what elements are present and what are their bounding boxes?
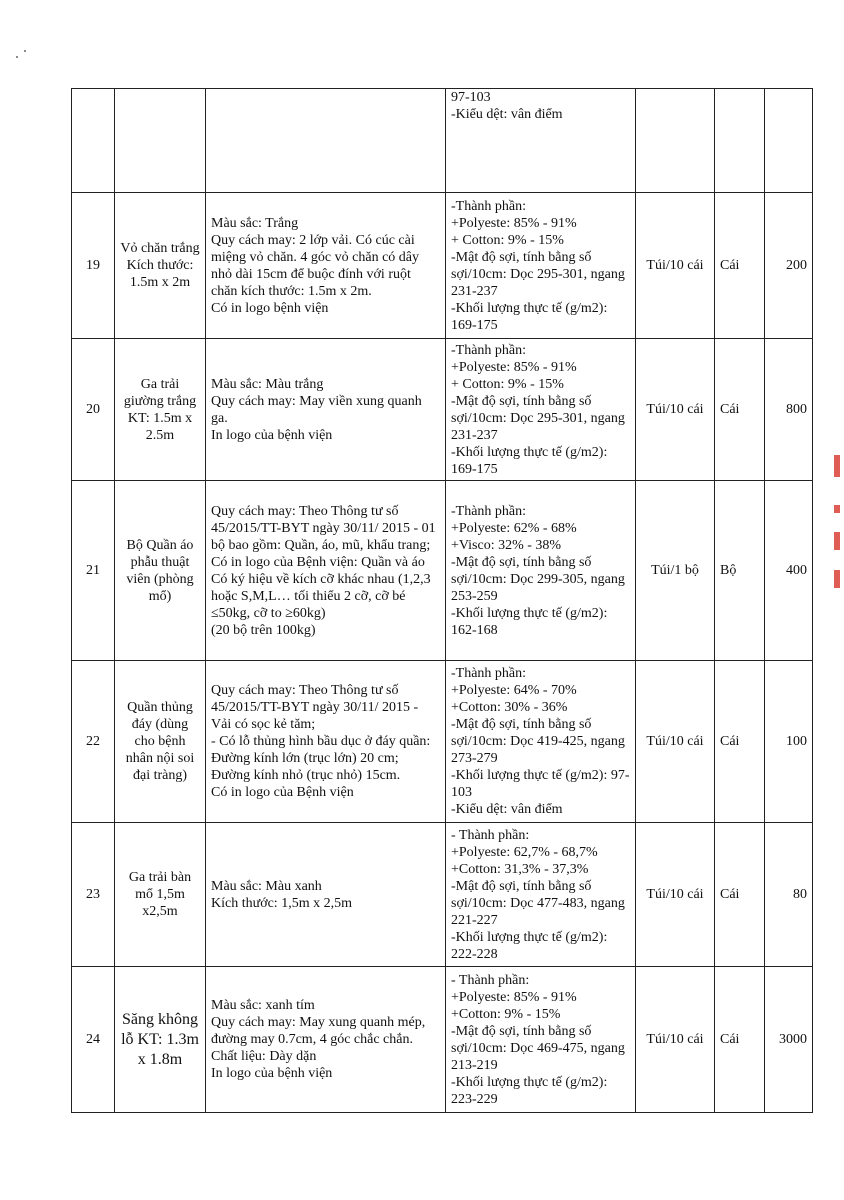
cell-no: 24: [72, 967, 115, 1113]
cell-composition: - Thành phần: +Polyeste: 62,7% - 68,7% +Cotton: 31,3% - 37,3% -Mật độ sợi, tính bằng số sợi/10cm: Dọc 477-483, ngang 221-227 -Khối lượng thực tế (g/m2): 222-228: [446, 823, 636, 967]
cell-unit: Cái: [715, 193, 765, 339]
cell-unit: [715, 89, 765, 193]
scan-mark: [834, 455, 840, 477]
cell-name: Ga trải giường trắng KT: 1.5m x 2.5m: [115, 339, 206, 481]
cell-unit: Cái: [715, 823, 765, 967]
table-row: [72, 823, 813, 967]
cell-unit: Cái: [715, 339, 765, 481]
cell-unit: Bộ: [715, 481, 765, 661]
cell-name: [115, 89, 206, 193]
scan-mark: [834, 532, 840, 550]
specification-table: [71, 88, 813, 1113]
scan-mark: [834, 505, 840, 513]
cell-no: 20: [72, 339, 115, 481]
cell-name: Vỏ chăn trắng Kích thước: 1.5m x 2m: [115, 193, 206, 339]
cell-quantity: [765, 89, 813, 193]
cell-name: Bộ Quần áo phẫu thuật viên (phòng mổ): [115, 481, 206, 661]
cell-packaging: Túi/10 cái: [636, 193, 715, 339]
cell-packaging: [636, 89, 715, 193]
cell-packaging: Túi/10 cái: [636, 823, 715, 967]
table-row-continuation: [72, 89, 813, 193]
cell-desc: Màu sắc: Màu trắng Quy cách may: May viền xung quanh ga. In logo của bệnh viện: [206, 339, 446, 481]
cell-packaging: Túi/1 bộ: [636, 481, 715, 661]
cell-name: Quần thủng đáy (dùng cho bệnh nhân nội soi đại tràng): [115, 661, 206, 823]
cell-unit: Cái: [715, 967, 765, 1113]
cell-desc: Màu sắc: xanh tím Quy cách may: May xung quanh mép, đường may 0.7cm, 4 góc chắc chắn. Chất liệu: Dày dặn In logo của bệnh viện: [206, 967, 446, 1113]
table-row: [72, 193, 813, 339]
cell-name: Ga trải bàn mổ 1,5m x2,5m: [115, 823, 206, 967]
cell-quantity: 400: [765, 481, 813, 661]
cell-desc: Quy cách may: Theo Thông tư số 45/2015/TT-BYT ngày 30/11/ 2015 - Vải có sọc kẻ tăm; - Có lỗ thủng hình bầu dục ở đáy quần: Đường kính lớn (trục lớn) 20 cm; Đường kính nhỏ (trục nhỏ) 15cm. Có in logo của Bệnh viện: [206, 661, 446, 823]
cell-desc: Màu sắc: Trắng Quy cách may: 2 lớp vải. Có cúc cài miệng vỏ chăn. 4 góc vỏ chăn có dây nhỏ dài 15cm để buộc đính với ruột chăn kích thước: 1.5m x 2m. Có in logo bệnh viện: [206, 193, 446, 339]
cell-quantity: 200: [765, 193, 813, 339]
cell-packaging: Túi/10 cái: [636, 661, 715, 823]
cell-quantity: 800: [765, 339, 813, 481]
table-row: [72, 339, 813, 481]
cell-no: 19: [72, 193, 115, 339]
cell-composition: -Thành phần: +Polyeste: 64% - 70% +Cotton: 30% - 36% -Mật độ sợi, tính bằng số sợi/10cm: Dọc 419-425, ngang 273-279 -Khối lượng thực tế (g/m2): 97-103 -Kiểu dệt: vân điểm: [446, 661, 636, 823]
scan-mark: [834, 570, 840, 588]
cell-desc: Quy cách may: Theo Thông tư số 45/2015/TT-BYT ngày 30/11/ 2015 - 01 bộ bao gồm: Quần, áo, mũ, khẩu trang; Có in logo của Bệnh viện: Quần và áo Có ký hiệu về kích cỡ khác nhau (1,2,3 hoặc S,M,L… tối thiểu 2 cỡ, cỡ bé ≤50kg, cỡ to ≥60kg) (20 bộ trên 100kg): [206, 481, 446, 661]
cell-desc: [206, 89, 446, 193]
cell-no: 23: [72, 823, 115, 967]
cell-packaging: Túi/10 cái: [636, 967, 715, 1113]
cell-quantity: 80: [765, 823, 813, 967]
cell-composition: -Thành phần: +Polyeste: 62% - 68% +Visco: 32% - 38% -Mật độ sợi, tính bằng số sợi/10cm: Dọc 299-305, ngang 253-259 -Khối lượng thực tế (g/m2): 162-168: [446, 481, 636, 661]
cell-no: 21: [72, 481, 115, 661]
cell-no: [72, 89, 115, 193]
cell-name: Săng không lỗ KT: 1.3m x 1.8m: [115, 967, 206, 1113]
cell-no: 22: [72, 661, 115, 823]
table-row: [72, 481, 813, 661]
cell-quantity: 3000: [765, 967, 813, 1113]
cell-desc: Màu sắc: Màu xanh Kích thước: 1,5m x 2,5m: [206, 823, 446, 967]
cell-composition: -Thành phần: +Polyeste: 85% - 91% + Cotton: 9% - 15% -Mật độ sợi, tính bằng số sợi/10cm: Dọc 295-301, ngang 231-237 -Khối lượng thực tế (g/m2): 169-175: [446, 339, 636, 481]
cell-quantity: 100: [765, 661, 813, 823]
cell-composition: 97-103 -Kiểu dệt: vân điểm: [446, 89, 636, 193]
cell-packaging: Túi/10 cái: [636, 339, 715, 481]
cell-composition: - Thành phần: +Polyeste: 85% - 91% +Cotton: 9% - 15% -Mật độ sợi, tính bằng số sợi/10cm: Dọc 469-475, ngang 213-219 -Khối lượng thực tế (g/m2): 223-229: [446, 967, 636, 1113]
table-row: [72, 967, 813, 1113]
scan-dot: [24, 50, 26, 52]
cell-unit: Cái: [715, 661, 765, 823]
table-row: [72, 661, 813, 823]
scan-dot: [16, 56, 18, 58]
cell-composition: -Thành phần: +Polyeste: 85% - 91% + Cotton: 9% - 15% -Mật độ sợi, tính bằng số sợi/10cm: Dọc 295-301, ngang 231-237 -Khối lượng thực tế (g/m2): 169-175: [446, 193, 636, 339]
